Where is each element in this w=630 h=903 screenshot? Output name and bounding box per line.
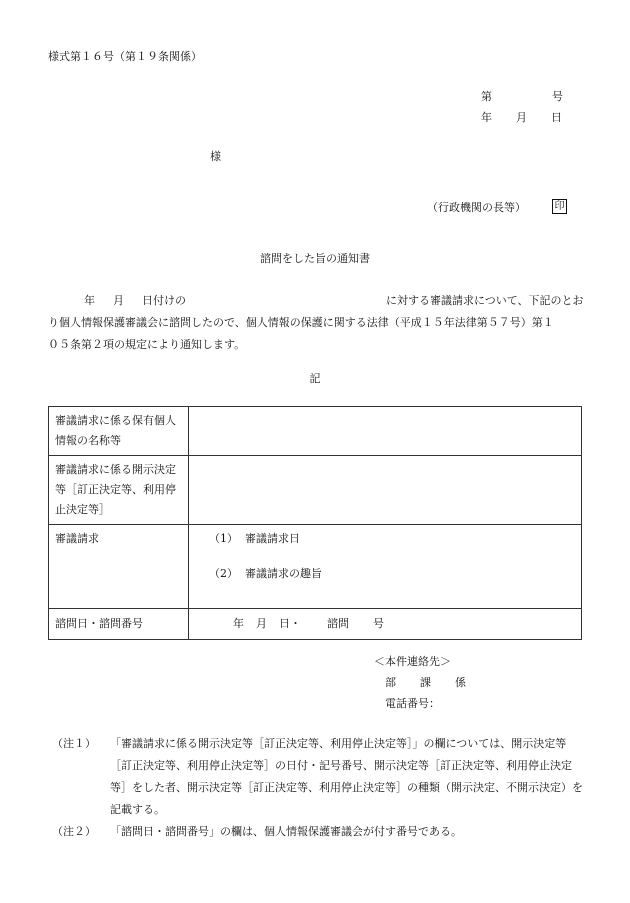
row-value-review-request (189, 525, 582, 609)
document-number (481, 90, 563, 103)
body-line-3: ０５条第２項の規定により通知します。 (48, 338, 246, 351)
contact-phone: 電話番号： (385, 697, 440, 710)
date-day: 日 (551, 111, 562, 124)
table-row (49, 525, 582, 609)
date-year: 年 (481, 111, 492, 124)
ki-heading: 記 (309, 372, 321, 385)
review-request-date-item: （1） 審議請求日 (209, 532, 300, 545)
contact-heading: ＜本件連絡先＞ (374, 655, 451, 668)
note-1: （注１） 「審議請求に係る開示決定等［訂正決定等、利用停止決定等］」の欄については、開示決定等［訂正決定等、利用停止決定等］の日付・記号番号、開示決定等［訂正決定等、利用停止決定等］をした者、開示決定等［訂正決定等、利用停止決定等］の種類（開示決定、不開示決定）を記載する。 (52, 737, 583, 816)
notice-body (48, 290, 593, 356)
document-number-prefix: 第 (481, 90, 492, 103)
table-row (49, 456, 582, 525)
row-label-review-request: 審議請求 (49, 525, 189, 609)
date-month: 月 (516, 111, 527, 124)
details-table (48, 406, 582, 640)
document-title: 諮問をした旨の通知書 (260, 252, 370, 265)
form-number: 様式第１６号（第１９条関係） (48, 50, 202, 63)
row-value-personal-info (189, 407, 582, 456)
seal-mark: 印 (552, 199, 567, 214)
note-2: （注２） 「諮問日・諮問番号」の欄は、個人情報保護審議会が付す番号である。 (52, 825, 462, 838)
row-label-disclosure-decision: 審議請求に係る開示決定等［訂正決定等、利用停止決定等］ (49, 456, 189, 525)
document-date (481, 111, 562, 124)
row-label-inquiry: 諮問日・諮問番号 (49, 609, 189, 640)
review-request-purpose-item: （2） 審議請求の趣旨 (209, 567, 322, 580)
body-line-2: り個人情報保護審議会に諮問したので、個人情報の保護に関する法律（平成１５年法律第５７号）第１ (48, 316, 554, 329)
document-number-suffix: 号 (552, 90, 563, 103)
row-label-personal-info: 審議請求に係る保有個人情報の名称等 (49, 407, 189, 456)
body-line-1: 年 月 日付けの に対する審議請求について、下記のとお (84, 294, 584, 307)
contact-department: 部 課 係 (385, 676, 466, 689)
notes (52, 733, 587, 843)
table-row (49, 609, 582, 640)
sender-title: （行政機関の長等） (427, 201, 526, 214)
row-value-disclosure-decision (189, 456, 582, 525)
addressee-honorific: 様 (210, 150, 221, 163)
table-row (49, 407, 582, 456)
row-value-inquiry: 年 月 日・ 諮問 号 (189, 609, 582, 640)
